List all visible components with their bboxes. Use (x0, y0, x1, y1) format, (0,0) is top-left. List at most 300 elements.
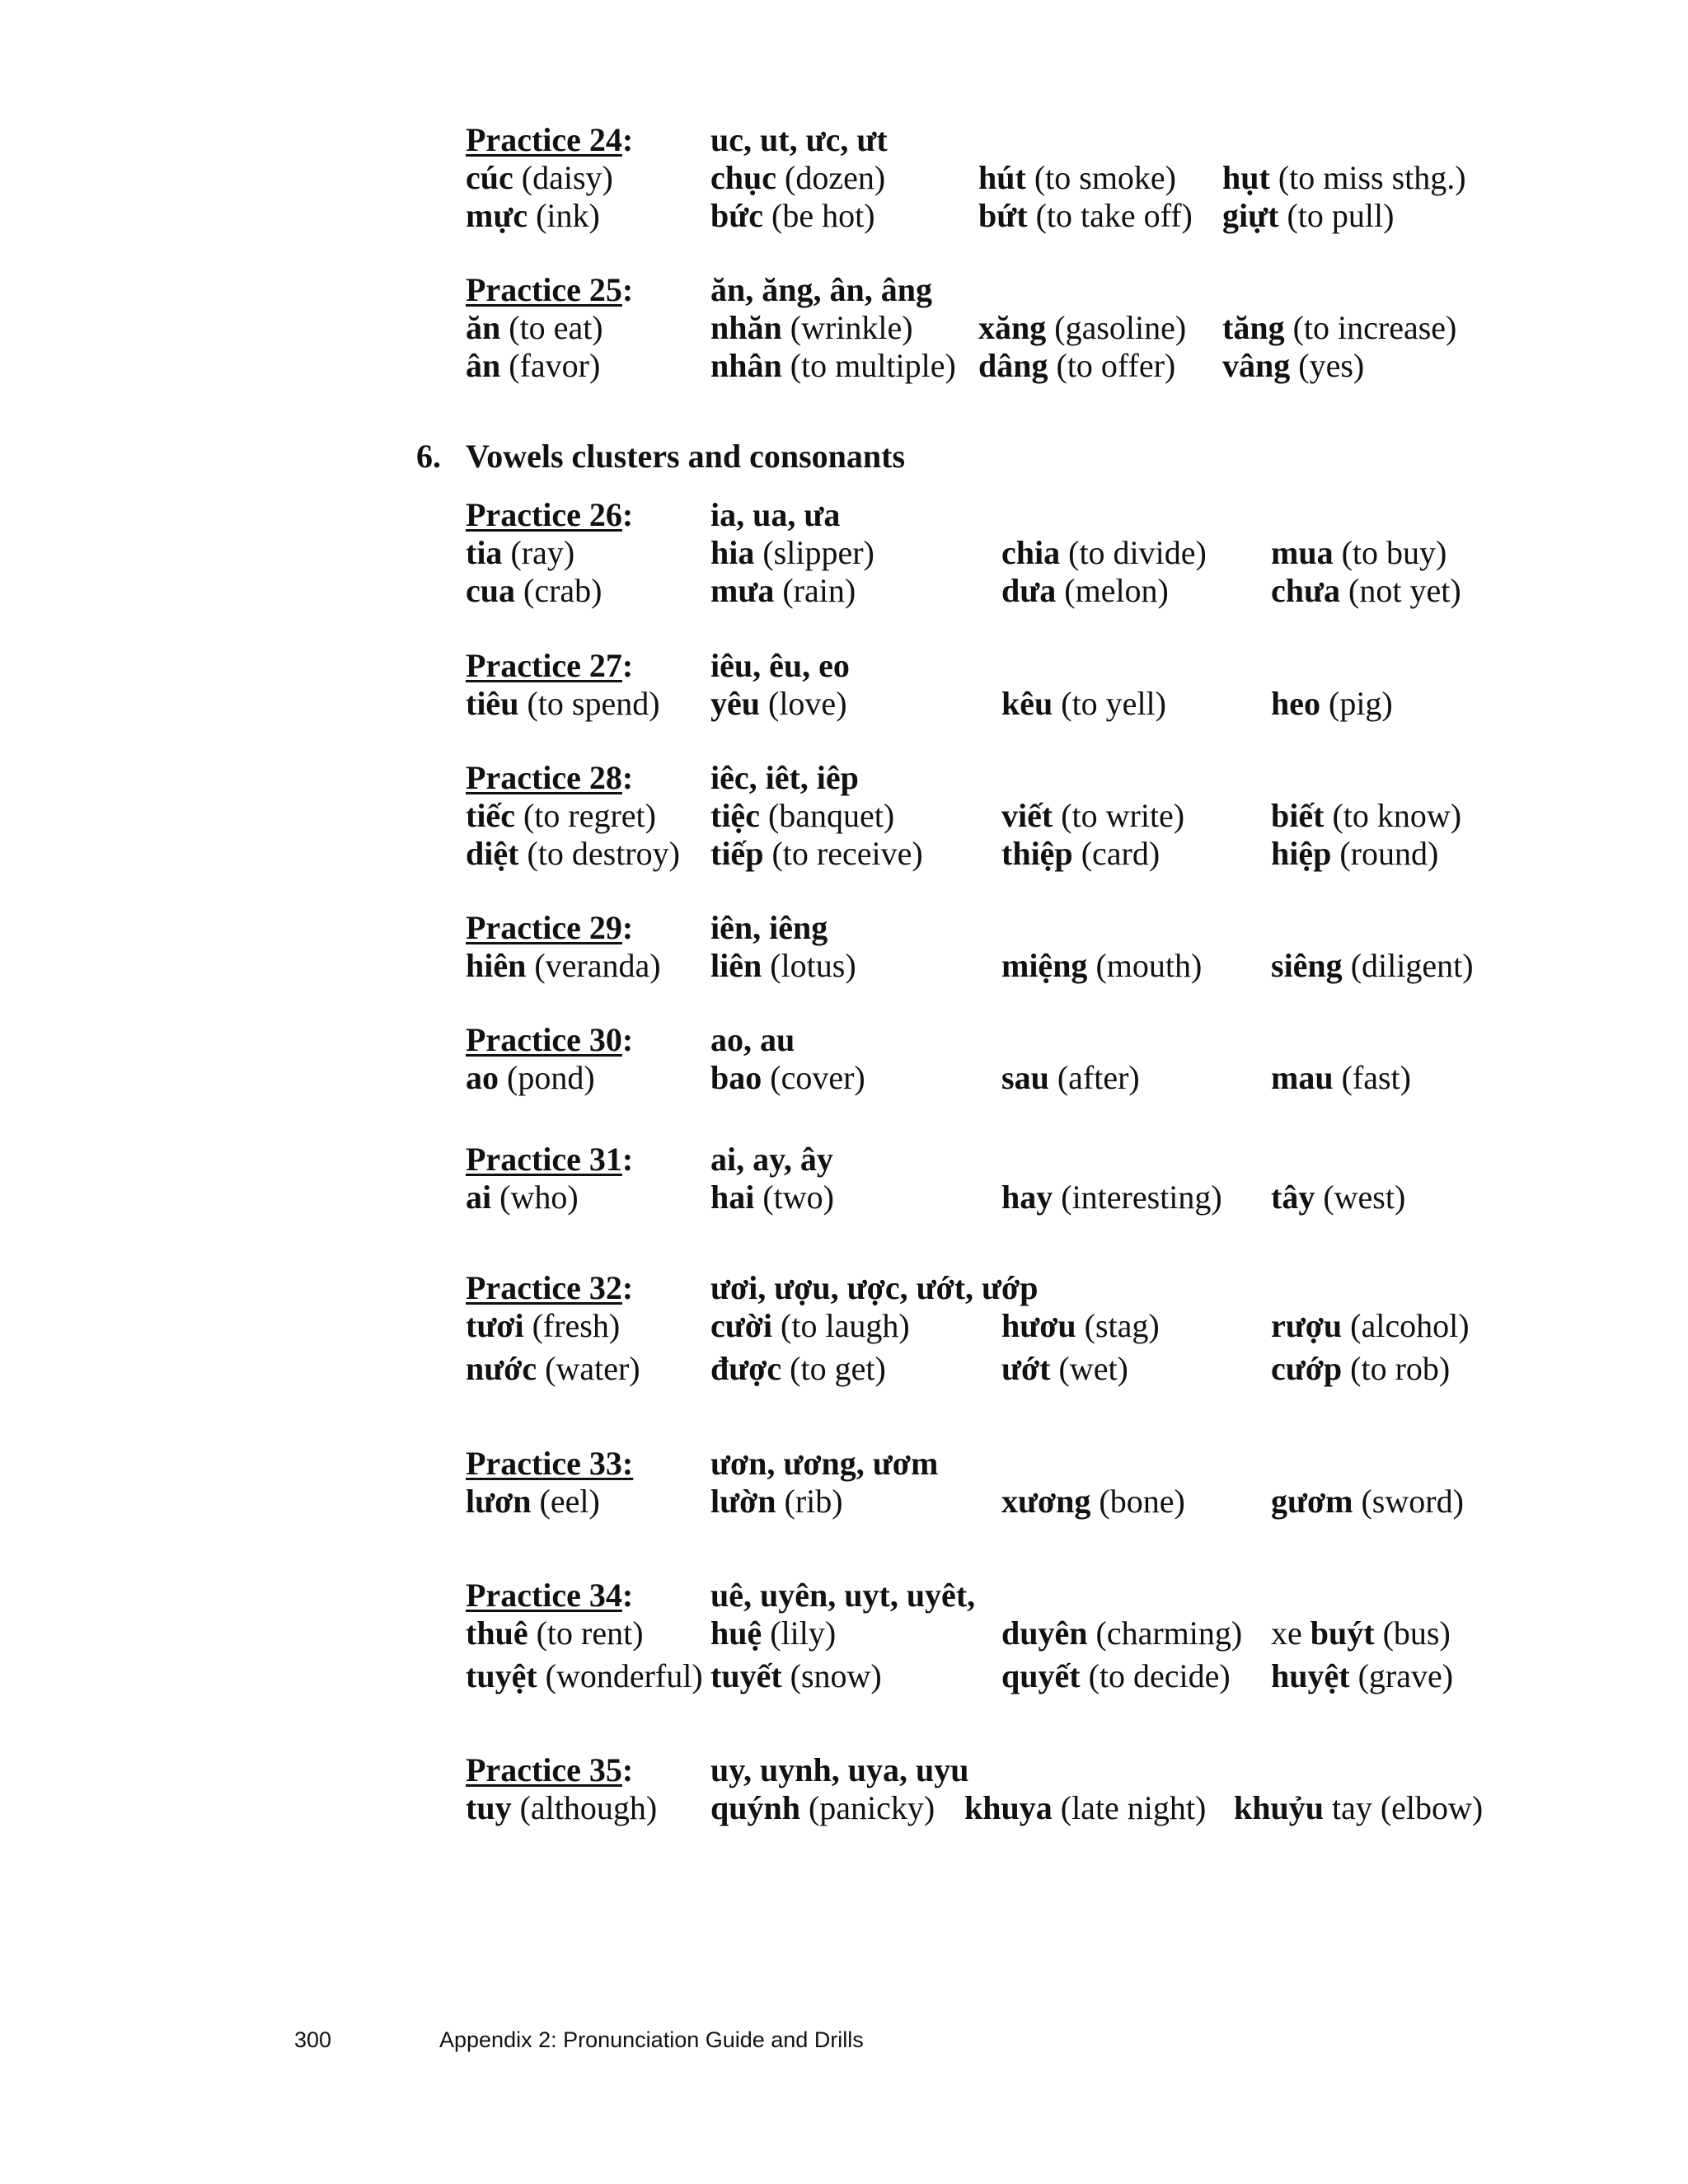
word-row (466, 309, 1537, 347)
word-entry (710, 347, 956, 385)
vietnamese-word: gươm (1271, 1483, 1353, 1520)
word-translation: (yes) (1290, 347, 1365, 384)
practice-header (466, 1269, 1537, 1307)
vietnamese-word: nhân (710, 347, 782, 384)
word-entry (466, 1059, 595, 1097)
word-translation: (to miss sthg.) (1269, 159, 1466, 196)
practice-label-colon: : (621, 1445, 634, 1482)
word-translation: (west) (1315, 1179, 1406, 1216)
word-translation: (veranda) (526, 947, 661, 984)
practice-label-colon: : (621, 1577, 634, 1614)
word-translation: (rain) (774, 572, 856, 609)
word-entry (466, 1350, 640, 1388)
word-entry (710, 534, 874, 572)
word-row (466, 1615, 1537, 1657)
word-translation: (water) (537, 1350, 640, 1387)
word-entry (978, 197, 1193, 235)
word-row (466, 1789, 1537, 1832)
word-translation: (after) (1048, 1059, 1140, 1096)
vietnamese-word: tây (1271, 1179, 1315, 1216)
word-entry (710, 835, 923, 873)
word-entry (1222, 347, 1364, 385)
practice-block (466, 1141, 1537, 1221)
practice-label (466, 647, 633, 685)
vietnamese-word: thuê (466, 1615, 528, 1652)
word-translation: (to smoke) (1025, 159, 1176, 196)
practice-label-colon: : (621, 496, 634, 533)
vietnamese-word: viết (1001, 797, 1053, 834)
practice-sounds: ao, au (710, 1021, 795, 1058)
vietnamese-word: ăn (466, 309, 501, 346)
practice-header (466, 496, 1537, 534)
vietnamese-word: vâng (1222, 347, 1291, 384)
practice-block (466, 1269, 1537, 1393)
practice-label (466, 909, 633, 947)
vietnamese-word: cười (710, 1307, 773, 1344)
word-row (466, 1350, 1537, 1393)
word-translation: (to buy) (1333, 534, 1447, 571)
word-translation: (cover) (762, 1059, 865, 1096)
word-translation: (to yell) (1053, 685, 1166, 722)
vietnamese-word: siêng (1271, 947, 1343, 984)
vietnamese-word: yêu (710, 685, 760, 722)
word-translation: (to rent) (528, 1615, 644, 1652)
word-translation: (love) (760, 685, 847, 722)
word-row (466, 1483, 1537, 1526)
practice-label-text: Practice 32 (466, 1269, 622, 1306)
vietnamese-word: tiếc (466, 797, 515, 834)
practice-sounds: uc, ut, ưc, ưt (710, 121, 888, 158)
word-entry (964, 1789, 1206, 1827)
vietnamese-word: lườn (710, 1483, 776, 1520)
vietnamese-word: hay (1001, 1179, 1053, 1216)
vietnamese-word: tiệc (710, 797, 760, 834)
word-translation: (gasoline) (1046, 309, 1187, 346)
word-prefix: xe (1271, 1615, 1311, 1652)
practice-sounds: uy, uynh, uya, uyu (710, 1751, 969, 1788)
word-entry (978, 309, 1186, 347)
practice-header (466, 1141, 1537, 1179)
word-entry (710, 572, 856, 610)
word-entry (710, 797, 894, 835)
word-entry (466, 685, 660, 723)
word-entry (466, 309, 603, 347)
practice-label (466, 1021, 633, 1059)
word-entry (978, 347, 1175, 385)
vietnamese-word: khuya (964, 1789, 1053, 1826)
word-translation: (late night) (1052, 1789, 1207, 1826)
word-entry (466, 1657, 703, 1695)
practice-label (466, 1577, 633, 1615)
vietnamese-word: ân (466, 347, 501, 384)
practice-header (466, 271, 1537, 309)
practice-label-colon: : (621, 1269, 634, 1306)
practice-label-text: Practice 34 (466, 1577, 622, 1614)
word-entry (710, 1657, 882, 1695)
practice-label-text: Practice 28 (466, 759, 622, 796)
practice-label-text: Practice 31 (466, 1141, 622, 1178)
word-entry (710, 197, 875, 235)
vietnamese-word: chưa (1271, 572, 1341, 609)
word-translation: (who) (491, 1179, 579, 1216)
word-entry (1271, 1350, 1450, 1388)
practice-sounds: ươn, ương, ươm (710, 1445, 939, 1482)
practice-sounds: iên, iêng (710, 909, 828, 946)
word-translation: (ink) (528, 197, 600, 234)
word-entry (1001, 947, 1202, 985)
vietnamese-word: nhăn (710, 309, 782, 346)
word-row (466, 947, 1537, 985)
word-entry (1271, 947, 1474, 985)
word-translation: (wonderful) (537, 1657, 703, 1694)
practice-label-text: Practice 24 (466, 121, 622, 158)
word-translation: (fresh) (523, 1307, 621, 1344)
word-translation: (to pull) (1278, 197, 1395, 234)
vietnamese-word: ướt (1001, 1350, 1051, 1387)
word-translation: (dozen) (776, 159, 886, 196)
word-row (466, 572, 1537, 610)
word-translation: (mouth) (1087, 947, 1203, 984)
vietnamese-word: bứt (978, 197, 1028, 234)
word-translation: (sword) (1353, 1483, 1464, 1520)
vietnamese-word: giựt (1222, 197, 1279, 234)
practice-label-text: Practice 29 (466, 909, 622, 946)
word-translation: (rib) (776, 1483, 843, 1520)
word-translation: (not yet) (1340, 572, 1461, 609)
vietnamese-word: hia (710, 534, 755, 571)
practice-label-text: Practice 26 (466, 496, 622, 533)
word-row (466, 1179, 1537, 1221)
practice-block (466, 1021, 1537, 1097)
word-entry (466, 1483, 600, 1521)
word-entry (1271, 534, 1447, 572)
practice-label-colon: : (621, 1751, 634, 1788)
vietnamese-word: tuyết (710, 1657, 782, 1694)
word-translation: (wet) (1050, 1350, 1128, 1387)
vietnamese-word: dâng (978, 347, 1048, 384)
word-entry (466, 1179, 579, 1216)
word-translation: (to get) (781, 1350, 886, 1387)
practice-label (466, 121, 633, 159)
word-entry (1234, 1789, 1483, 1827)
section-heading (416, 437, 905, 476)
practice-block (466, 759, 1537, 873)
word-row (466, 197, 1537, 235)
word-entry (710, 1307, 910, 1345)
word-entry (1001, 534, 1207, 572)
practice-label-colon: : (621, 1141, 634, 1178)
word-entry (1001, 1059, 1140, 1097)
word-entry (466, 1789, 657, 1827)
word-translation: (card) (1072, 835, 1160, 872)
word-entry (710, 1615, 836, 1652)
vietnamese-word: bao (710, 1059, 762, 1096)
vietnamese-word: chia (1001, 534, 1061, 571)
word-translation: (round) (1331, 835, 1439, 872)
word-entry (710, 1789, 935, 1827)
word-translation: (pond) (499, 1059, 595, 1096)
practice-header (466, 909, 1537, 947)
word-translation: (two) (754, 1179, 834, 1216)
word-translation: (pig) (1320, 685, 1393, 722)
vietnamese-word: khuỷu (1234, 1789, 1324, 1826)
practice-label (466, 1269, 633, 1307)
vietnamese-word: biết (1271, 797, 1325, 834)
word-entry (1001, 1657, 1231, 1695)
word-translation: (grave) (1349, 1657, 1454, 1694)
word-entry (466, 572, 602, 610)
word-entry (1271, 1615, 1451, 1652)
vietnamese-word: tia (466, 534, 503, 571)
word-translation: (daisy) (513, 159, 613, 196)
vietnamese-word: buýt (1310, 1615, 1375, 1652)
practice-label-text: Practice 35 (466, 1751, 622, 1788)
word-translation: (to multiple) (781, 347, 956, 384)
vietnamese-word: tuy (466, 1789, 512, 1826)
practice-block (466, 1751, 1537, 1832)
vietnamese-word: xăng (978, 309, 1047, 346)
word-translation: (charming) (1087, 1615, 1243, 1652)
vietnamese-word: quyết (1001, 1657, 1081, 1694)
word-translation: (crab) (515, 572, 603, 609)
word-entry (466, 347, 600, 385)
practice-label (466, 496, 633, 534)
word-entry (1001, 1483, 1185, 1521)
word-entry (710, 1350, 886, 1388)
word-entry (710, 309, 913, 347)
vietnamese-word: hụt (1222, 159, 1270, 196)
vietnamese-word: duyên (1001, 1615, 1088, 1652)
word-entry (710, 159, 885, 197)
word-translation: (to take off) (1027, 197, 1193, 234)
word-entry (1271, 797, 1461, 835)
word-entry (466, 197, 600, 235)
practice-sounds: ia, ua, ưa (710, 496, 841, 533)
vietnamese-word: bức (710, 197, 764, 234)
vietnamese-word: thiệp (1001, 835, 1073, 872)
word-entry (978, 159, 1176, 197)
word-entry (1271, 1657, 1453, 1695)
word-entry (466, 1615, 644, 1652)
practice-label-text: Practice 33 (466, 1445, 622, 1482)
practice-label (466, 1751, 633, 1789)
vietnamese-word: cua (466, 572, 515, 609)
practice-label (466, 1141, 633, 1179)
practice-block (466, 1577, 1537, 1700)
practice-label-colon: : (621, 909, 634, 946)
word-entry (710, 1179, 834, 1216)
word-entry (1271, 835, 1438, 873)
practice-sounds: uê, uyên, uyt, uyêt, (710, 1577, 976, 1614)
word-translation: (to spend) (518, 685, 660, 722)
word-row (466, 685, 1537, 723)
word-entry (710, 1483, 843, 1521)
practice-sounds: ươi, ượu, ược, ướt, ướp (710, 1269, 1039, 1306)
practice-header (466, 121, 1537, 159)
word-row (466, 347, 1537, 385)
vietnamese-word: mưa (710, 572, 775, 609)
practice-sounds: iêu, êu, eo (710, 647, 850, 684)
word-entry (1001, 835, 1160, 873)
word-translation: (to regret) (514, 797, 656, 834)
practice-sounds: ăn, ăng, ân, âng (710, 271, 932, 308)
vietnamese-word: huyệt (1271, 1657, 1350, 1694)
word-row (466, 159, 1537, 197)
vietnamese-word: sau (1001, 1059, 1049, 1096)
word-row (466, 835, 1537, 873)
vietnamese-word: hút (978, 159, 1026, 196)
practice-label-text: Practice 25 (466, 271, 622, 308)
practice-header (466, 1577, 1537, 1615)
vietnamese-word: mực (466, 197, 528, 234)
practice-block (466, 271, 1537, 385)
word-entry (710, 685, 847, 723)
word-row (466, 1657, 1537, 1700)
word-entry (466, 947, 661, 985)
vietnamese-word: tuyệt (466, 1657, 537, 1694)
practice-label (466, 1445, 633, 1483)
word-translation: (to laugh) (772, 1307, 910, 1344)
practice-label (466, 759, 633, 797)
practice-sounds: iêc, iêt, iêp (710, 759, 859, 796)
word-translation: (to write) (1053, 797, 1185, 834)
word-translation: (fast) (1333, 1059, 1411, 1096)
word-translation: (banquet) (759, 797, 895, 834)
word-entry (466, 159, 613, 197)
word-translation: (bus) (1374, 1615, 1451, 1652)
vietnamese-word: mau (1271, 1059, 1334, 1096)
word-translation: (stag) (1076, 1307, 1160, 1344)
vietnamese-word: ai (466, 1179, 492, 1216)
practice-header (466, 1751, 1537, 1789)
practice-block (466, 647, 1537, 723)
vietnamese-word: lươn (466, 1483, 532, 1520)
word-entry (466, 797, 656, 835)
word-translation: (to know) (1324, 797, 1462, 834)
word-translation: (lotus) (762, 947, 856, 984)
word-entry (1222, 197, 1394, 235)
practice-sounds: ai, ay, ây (710, 1141, 833, 1178)
practice-label-colon: : (621, 1021, 634, 1058)
practice-header (466, 1445, 1537, 1483)
vietnamese-word: diệt (466, 835, 519, 872)
vietnamese-word: heo (1271, 685, 1320, 722)
vietnamese-word: tiêu (466, 685, 519, 722)
practice-block (466, 121, 1537, 235)
word-row (466, 797, 1537, 835)
word-translation: (eel) (531, 1483, 600, 1520)
word-translation: (to destroy) (518, 835, 680, 872)
practice-label-colon: : (621, 271, 634, 308)
word-entry (710, 1059, 865, 1097)
word-entry (1271, 1483, 1464, 1521)
word-translation: (favor) (500, 347, 601, 384)
practice-label-colon: : (621, 647, 634, 684)
word-translation: (to decide) (1080, 1657, 1231, 1694)
word-translation: (interesting) (1053, 1179, 1222, 1216)
word-entry (1001, 797, 1184, 835)
vietnamese-word: hiên (466, 947, 527, 984)
vietnamese-word: cúc (466, 159, 513, 196)
word-entry (1001, 1179, 1222, 1216)
section-number: 6. (416, 438, 441, 475)
word-row (466, 534, 1537, 572)
vietnamese-word: miệng (1001, 947, 1088, 984)
word-entry (1001, 1615, 1242, 1652)
word-entry (466, 534, 574, 572)
section-title: Vowels clusters and consonants (466, 438, 906, 475)
vietnamese-word: hai (710, 1179, 755, 1216)
word-translation: (to increase) (1284, 309, 1457, 346)
word-translation: (slipper) (754, 534, 874, 571)
word-translation: (wrinkle) (781, 309, 913, 346)
vietnamese-word: nước (466, 1350, 537, 1387)
word-entry (1271, 572, 1461, 610)
word-translation: (be hot) (763, 197, 875, 234)
vietnamese-word: liên (710, 947, 762, 984)
word-translation: (lily) (762, 1615, 837, 1652)
word-entry (466, 1307, 620, 1345)
practice-label-text: Practice 30 (466, 1021, 622, 1058)
vietnamese-word: quýnh (710, 1789, 800, 1826)
vietnamese-word: ao (466, 1059, 499, 1096)
practice-header (466, 1021, 1537, 1059)
word-entry (1001, 572, 1169, 610)
footer-title: Appendix 2: Pronunciation Guide and Drills (439, 2027, 864, 2052)
word-translation: (to offer) (1048, 347, 1176, 384)
word-translation: (diligent) (1342, 947, 1474, 984)
word-entry (1271, 1179, 1405, 1216)
word-entry (1222, 159, 1466, 197)
vietnamese-word: rượu (1271, 1307, 1343, 1344)
vietnamese-word: xương (1001, 1483, 1091, 1520)
word-translation: (snow) (781, 1657, 882, 1694)
word-row (466, 1307, 1537, 1350)
vietnamese-word: tiếp (710, 835, 764, 872)
vietnamese-word: huệ (710, 1615, 762, 1652)
vietnamese-word: hươu (1001, 1307, 1076, 1344)
word-entry (1001, 685, 1166, 723)
word-entry (1222, 309, 1456, 347)
word-translation: tay (elbow) (1323, 1789, 1484, 1826)
vietnamese-word: kêu (1001, 685, 1053, 722)
word-entry (466, 835, 680, 873)
word-translation: (bone) (1090, 1483, 1185, 1520)
word-row (466, 1059, 1537, 1097)
vietnamese-word: mua (1271, 534, 1334, 571)
word-translation: (to divide) (1060, 534, 1207, 571)
practice-block (466, 496, 1537, 610)
practice-label-colon: : (621, 121, 634, 158)
word-translation: (to rob) (1342, 1350, 1451, 1387)
practice-header (466, 647, 1537, 685)
vietnamese-word: tươi (466, 1307, 524, 1344)
vietnamese-word: hiệp (1271, 835, 1332, 872)
practice-label-colon: : (621, 759, 634, 796)
word-entry (1271, 1059, 1411, 1097)
word-translation: (melon) (1056, 572, 1169, 609)
word-translation: (alcohol) (1342, 1307, 1470, 1344)
practice-label-text: Practice 27 (466, 647, 622, 684)
vietnamese-word: cướp (1271, 1350, 1343, 1387)
word-translation: (although) (511, 1789, 658, 1826)
word-entry (1271, 685, 1393, 723)
practice-block (466, 1445, 1537, 1526)
word-entry (710, 947, 856, 985)
practice-header (466, 759, 1537, 797)
vietnamese-word: dưa (1001, 572, 1057, 609)
word-translation: (to receive) (763, 835, 923, 872)
